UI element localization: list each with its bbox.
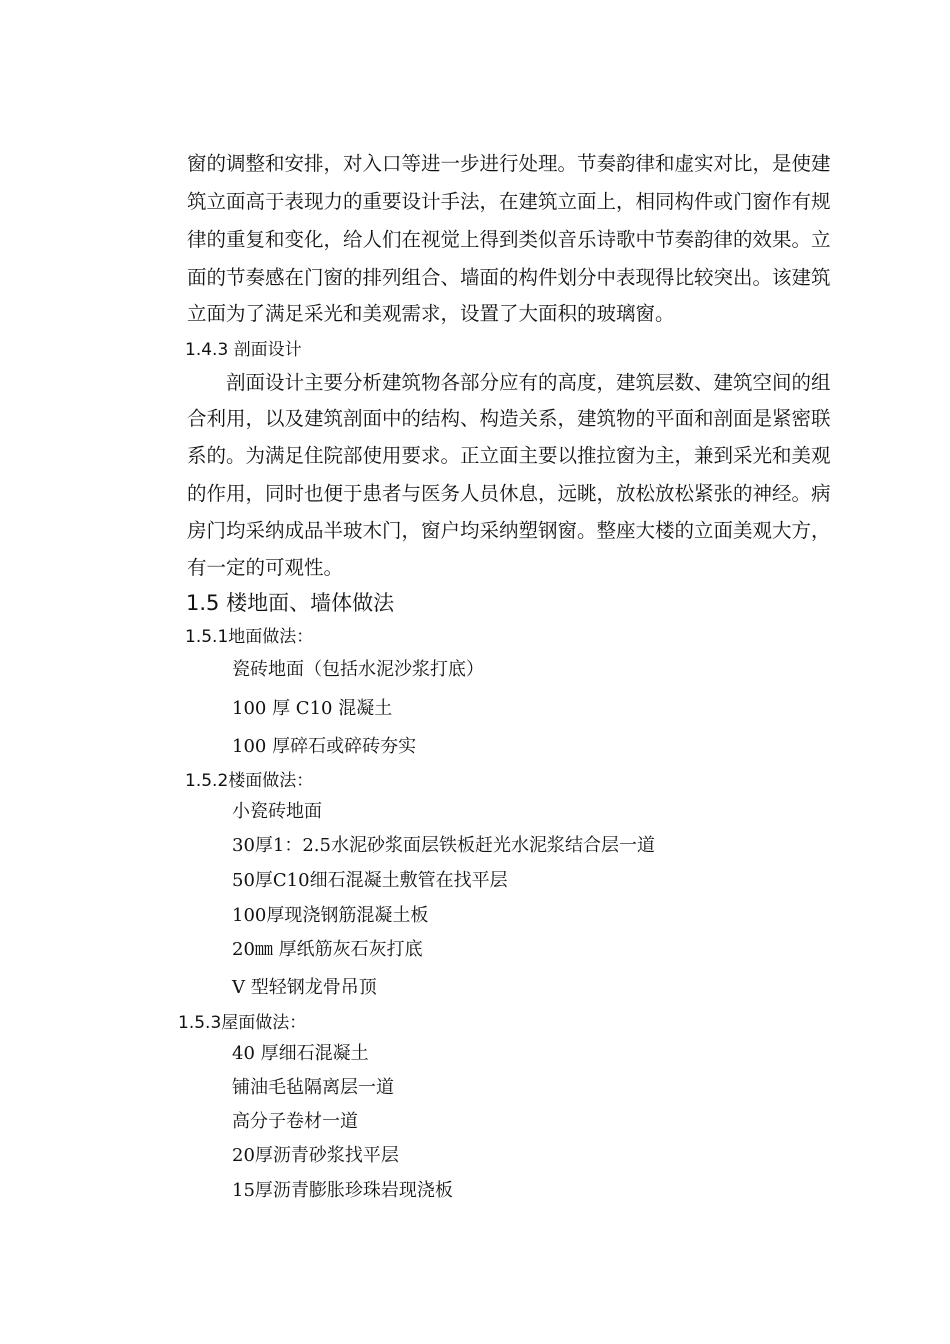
list-item: 50厚C10细石混凝土敷管在找平层 — [232, 870, 508, 891]
list-item: 高分子卷材一道 — [232, 1111, 358, 1132]
text-line: 合利用，以及建筑剖面中的结构、构造关系，建筑物的平面和剖面是紧密联 — [187, 407, 831, 430]
list-item: 瓷砖地面（包括水泥沙浆打底） — [232, 659, 484, 680]
list-item: 小瓷砖地面 — [232, 801, 322, 822]
list-item: 15厚沥青膨胀珍珠岩现浇板 — [232, 1180, 453, 1201]
section-heading-1-5-3: 1.5.3屋面做法： — [178, 1013, 307, 1033]
list-item: 20厚沥青砂浆找平层 — [232, 1145, 399, 1166]
section-heading-1-5-2: 1.5.2楼面做法： — [185, 771, 314, 791]
list-item: 20㎜ 厚纸筋灰石灰打底 — [232, 939, 423, 960]
list-item: 30厚1：2.5水泥砂浆面层铁板赶光水泥浆结合层一道 — [232, 835, 655, 856]
text-line: 系的。为满足住院部使用要求。正立面主要以推拉窗为主，兼到采光和美观 — [187, 444, 831, 467]
text-line: 立面为了满足采光和美观需求，设置了大面积的玻璃窗。 — [187, 302, 675, 325]
text-line: 剖面设计主要分析建筑物各部分应有的高度，建筑层数、建筑空间的组 — [226, 371, 831, 394]
section-heading-1-5: 1.5 楼地面、墙体做法 — [186, 591, 395, 615]
list-item: 100厚现浇钢筋混凝土板 — [232, 905, 429, 926]
section-heading-1-5-1: 1.5.1地面做法： — [185, 627, 314, 647]
list-item: 100 厚碎石或碎砖夯实 — [232, 736, 417, 757]
text-line: 律的重复和变化，给人们在视觉上得到类似音乐诗歌中节奏韵律的效果。立 — [187, 228, 831, 251]
text-line: 有一定的可观性。 — [187, 556, 344, 579]
list-item: 铺油毛毡隔离层一道 — [232, 1077, 394, 1098]
text-line: 面的节奏感在门窗的排列组合、墙面的构件划分中表现得比较突出。该建筑 — [187, 266, 831, 289]
list-item: 100 厚 C10 混凝土 — [232, 698, 393, 719]
text-line: 窗的调整和安排，对入口等进一步进行处理。节奏韵律和虚实对比，是使建 — [187, 152, 831, 175]
text-line: 的作用，同时也便于患者与医务人员休息，远眺，放松放松紧张的神经。病 — [187, 482, 831, 505]
list-item: 40 厚细石混凝土 — [232, 1043, 369, 1064]
text-line: 筑立面高于表现力的重要设计手法，在建筑立面上，相同构件或门窗作有规 — [187, 190, 831, 213]
list-item: V 型轻钢龙骨吊顶 — [232, 977, 377, 998]
section-heading-1-4-3: 1.4.3 剖面设计 — [185, 340, 302, 360]
text-line: 房门均采纳成品半玻木门，窗户均采纳塑钢窗。整座大楼的立面美观大方， — [187, 519, 831, 542]
